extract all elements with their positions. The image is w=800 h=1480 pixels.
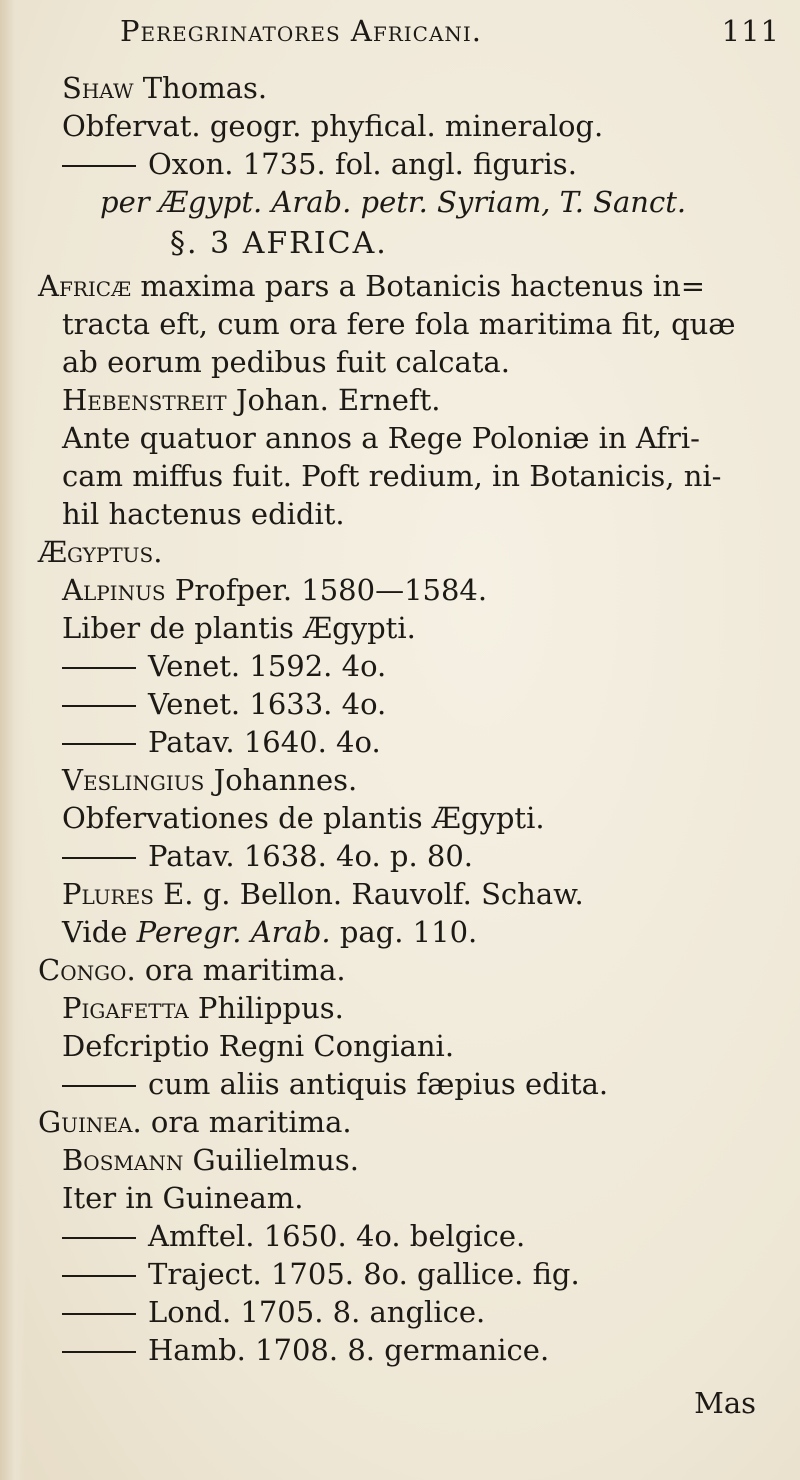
text-line bbox=[62, 1028, 454, 1064]
line-text: cam miffus fuit. Poft redium, in Botanicis, ni- bbox=[62, 459, 722, 493]
text-line bbox=[62, 838, 473, 874]
line-text: Amftel. 1650. 4o. belgice. bbox=[148, 1219, 526, 1253]
page-gutter-shadow bbox=[0, 0, 26, 1480]
text-line bbox=[62, 914, 477, 950]
catchword: Mas bbox=[694, 1386, 756, 1420]
text-line bbox=[62, 458, 721, 494]
text-line bbox=[62, 70, 267, 106]
text-line bbox=[100, 184, 686, 220]
text-line bbox=[62, 572, 487, 608]
line-text: Patav. 1638. 4o. p. 80. bbox=[148, 839, 474, 873]
author-or-region: Congo. ora maritima. bbox=[38, 953, 346, 987]
author-or-region: Shaw Thomas. bbox=[62, 71, 268, 105]
text-line bbox=[62, 1332, 549, 1368]
line-text: Liber de plantis Ægypti. bbox=[62, 611, 416, 645]
text-line bbox=[62, 1066, 608, 1102]
text-line bbox=[62, 762, 357, 798]
line-text: Oxon. 1735. fol. angl. figuris. bbox=[148, 147, 577, 181]
text-line bbox=[62, 686, 386, 722]
running-title: Peregrinatores Africani. bbox=[120, 14, 483, 48]
line-text: Patav. 1640. 4o. bbox=[148, 725, 381, 759]
text-line bbox=[62, 648, 386, 684]
line-text: ab eorum pedibus fuit calcata. bbox=[62, 345, 510, 379]
text-line bbox=[170, 226, 388, 262]
text-line bbox=[62, 1142, 359, 1178]
line-text: Venet. 1592. 4o. bbox=[148, 649, 387, 683]
text-line bbox=[62, 990, 344, 1026]
repeat-dash bbox=[62, 1085, 136, 1087]
text-line bbox=[62, 420, 700, 456]
author-or-region: Guinea. ora maritima. bbox=[38, 1105, 352, 1139]
author-or-region: Alpinus Profper. 1580—1584. bbox=[62, 573, 488, 607]
author-or-region: Ægyptus. bbox=[38, 535, 163, 569]
author-or-region: Africæ maxima pars a Botanicis hactenus in= bbox=[38, 269, 706, 303]
line-text: Venet. 1633. 4o. bbox=[148, 687, 387, 721]
text-line bbox=[62, 610, 416, 646]
line-text: Hamb. 1708. 8. germanice. bbox=[148, 1333, 550, 1367]
text-line bbox=[38, 1104, 352, 1140]
repeat-dash bbox=[62, 1313, 136, 1315]
text-line bbox=[62, 1218, 525, 1254]
text-line bbox=[62, 382, 441, 418]
repeat-dash bbox=[62, 705, 136, 707]
text-line bbox=[62, 146, 577, 182]
line-text: per Ægypt. Arab. petr. Syriam, T. Sanct. bbox=[100, 185, 687, 219]
line-text: cum aliis antiquis fæpius edita. bbox=[148, 1067, 609, 1101]
text-line bbox=[62, 1180, 304, 1216]
text-line bbox=[62, 876, 584, 912]
repeat-dash bbox=[62, 165, 136, 167]
repeat-dash bbox=[62, 1237, 136, 1239]
line-text: Obfervationes de plantis Ægypti. bbox=[62, 801, 545, 835]
text-line bbox=[62, 1256, 580, 1292]
author-or-region: Bosmann Guilielmus. bbox=[62, 1143, 359, 1177]
repeat-dash bbox=[62, 743, 136, 745]
repeat-dash bbox=[62, 857, 136, 859]
line-text: Iter in Guineam. bbox=[62, 1181, 304, 1215]
text-line bbox=[62, 108, 603, 144]
author-or-region: Pigafetta Philippus. bbox=[62, 991, 344, 1025]
line-text: Traject. 1705. 8o. gallice. fig. bbox=[148, 1257, 580, 1291]
text-line bbox=[62, 724, 381, 760]
running-header bbox=[120, 14, 780, 58]
line-text: hil hactenus edidit. bbox=[62, 497, 345, 531]
repeat-dash bbox=[62, 667, 136, 669]
line-text: Obfervat. geogr. phyfical. mineralog. bbox=[62, 109, 604, 143]
text-line bbox=[62, 344, 510, 380]
text-line bbox=[38, 268, 705, 304]
line-text: Ante quatuor annos a Rege Poloniæ in Afri- bbox=[62, 421, 700, 455]
line-text: Vide Peregr. Arab. pag. 110. bbox=[62, 915, 478, 949]
text-line bbox=[62, 1294, 485, 1330]
repeat-dash bbox=[62, 1351, 136, 1353]
line-text: Defcriptio Regni Congiani. bbox=[62, 1029, 455, 1063]
text-line bbox=[62, 496, 345, 532]
text-line bbox=[62, 800, 545, 836]
text-line bbox=[62, 306, 736, 342]
text-line bbox=[38, 952, 346, 988]
repeat-dash bbox=[62, 1275, 136, 1277]
line-text: Lond. 1705. 8. anglice. bbox=[148, 1295, 486, 1329]
author-or-region: Veslingius Johannes. bbox=[62, 763, 358, 797]
text-line bbox=[38, 534, 162, 570]
author-or-region: Hebenstreit Johan. Erneft. bbox=[62, 383, 441, 417]
page-number: 111 bbox=[721, 14, 780, 48]
section-heading: §. 3 AFRICA. bbox=[170, 226, 388, 261]
author-or-region: Plures E. g. Bellon. Rauvolf. Schaw. bbox=[62, 877, 584, 911]
line-text: tracta eft, cum ora fere fola maritima fit, quæ bbox=[62, 307, 736, 341]
